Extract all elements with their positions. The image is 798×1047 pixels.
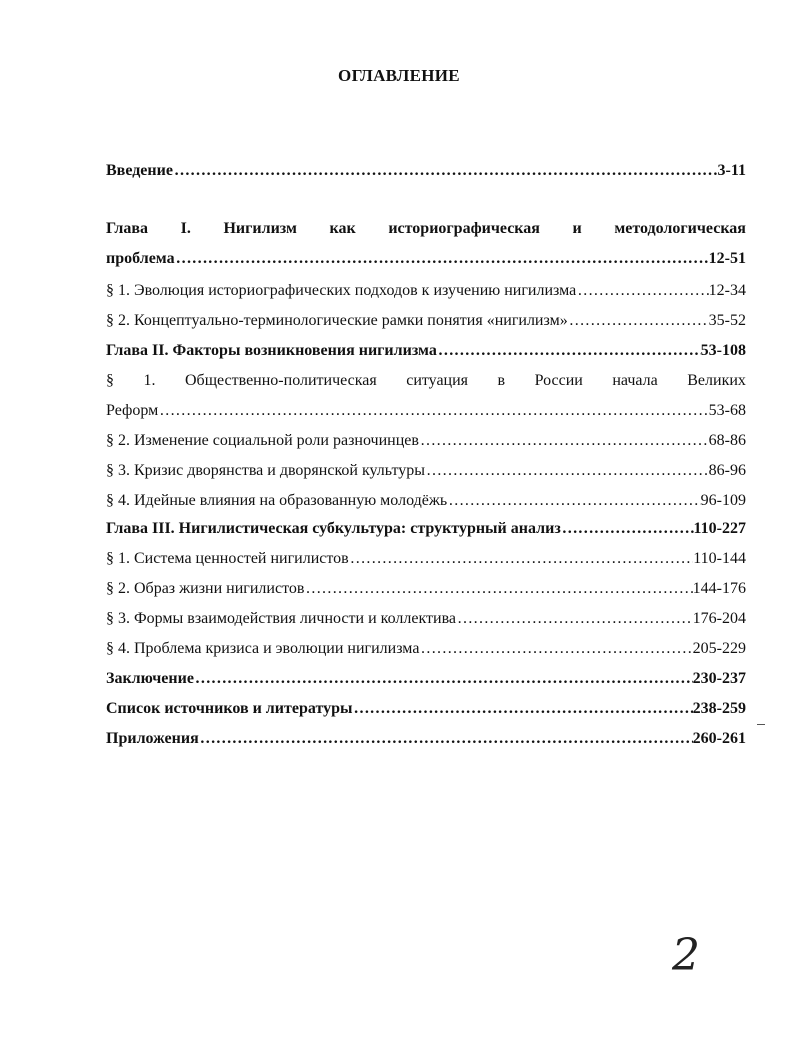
toc-label: § 1. Система ценностей нигилистов (106, 550, 349, 567)
leader-dots (568, 310, 709, 332)
toc-entry-chapter-3 (106, 518, 746, 540)
word: Нигилизм (223, 220, 297, 237)
word: 1. (143, 372, 156, 389)
toc-page: 3-11 (717, 162, 746, 179)
toc-entry-chapter-1 (106, 218, 746, 240)
leader-dots (456, 608, 693, 630)
leader-dots (561, 518, 694, 540)
toc-entry-section-2-1 (106, 370, 746, 392)
word: методологическая (614, 220, 746, 237)
toc-label: § 3. Кризис дворянства и дворянской культуры (106, 462, 426, 479)
toc-label: Глава II. Факторы возникновения нигилизма (106, 342, 437, 359)
page-title: ОГЛАВЛЕНИЕ (338, 66, 460, 85)
toc-label: Реформ (106, 402, 159, 419)
scan-mark (757, 724, 765, 725)
leader-dots (304, 578, 692, 600)
leader-dots (425, 460, 709, 482)
toc-entry-appendix (106, 728, 746, 750)
word: § (106, 372, 114, 389)
toc-entry-chapter-1-cont (106, 248, 746, 270)
handwritten-page-number: 2 (672, 930, 700, 981)
leader-dots (352, 698, 692, 720)
toc-label: Введение (106, 162, 173, 179)
word: и (572, 220, 582, 237)
toc-label: § 4. Проблема кризиса и эволюции нигилизма (106, 640, 420, 657)
toc-entry-section-3-4 (106, 638, 746, 660)
toc-entry-chapter-2 (106, 340, 746, 362)
toc-label: Приложения (106, 730, 199, 747)
word: историографическая (388, 220, 540, 237)
toc-page: 144-176 (692, 580, 746, 597)
toc-page: 205-229 (692, 640, 746, 657)
word: начала (612, 372, 658, 389)
leader-dots (199, 728, 693, 750)
leader-dots (158, 400, 708, 422)
leader-dots (175, 248, 709, 270)
toc-entry-conclusion (106, 668, 746, 690)
toc-label: § 2. Концептуально-терминологические рамки понятия «нигилизм» (106, 312, 568, 329)
word: в (497, 372, 506, 389)
toc-entry-section-2-4 (106, 490, 746, 512)
toc-label: проблема (106, 250, 175, 267)
toc-entry-sources (106, 698, 746, 720)
leader-dots (349, 548, 694, 570)
toc-page: 110-144 (693, 550, 746, 567)
toc-page: 12-51 (708, 250, 746, 267)
leader-dots (419, 638, 692, 660)
toc-label: § 2. Образ жизни нигилистов (106, 580, 305, 597)
toc-entry-section-2-2 (106, 430, 746, 452)
leader-dots (437, 340, 701, 362)
word: Глава (106, 220, 148, 237)
word: ситуация (406, 372, 469, 389)
toc-label: Список источников и литературы (106, 700, 353, 717)
toc-entry-section-1-1 (106, 280, 746, 302)
toc-page: 238-259 (692, 700, 746, 717)
toc-entry-section-1-2 (106, 310, 746, 332)
word: I. (180, 220, 191, 237)
toc-page: 53-108 (700, 342, 746, 359)
toc-page: 176-204 (692, 610, 746, 627)
toc-entry-intro (106, 160, 746, 182)
toc-label: Глава III. Нигилистическая субкультура: структурный анализ (106, 520, 561, 537)
leader-dots (173, 160, 718, 182)
toc-page: 110-227 (693, 520, 746, 537)
toc-page: 12-34 (708, 282, 746, 299)
toc-entry-section-2-3 (106, 460, 746, 482)
leader-dots (576, 280, 708, 302)
toc-page: 260-261 (692, 730, 746, 747)
leader-dots (447, 490, 700, 512)
toc-label: § 4. Идейные влияния на образованную молодёжь (106, 492, 448, 509)
toc-label: Заключение (106, 670, 194, 687)
toc-entry-section-3-2 (106, 578, 746, 600)
toc-page: 96-109 (700, 492, 746, 509)
word: Общественно-политическая (185, 372, 377, 389)
toc-label: § 2. Изменение социальной роли разночинцев (106, 432, 419, 449)
toc-page: 230-237 (692, 670, 746, 687)
toc-entry-section-3-1 (106, 548, 746, 570)
toc-page: 86-96 (708, 462, 746, 479)
word: как (329, 220, 356, 237)
toc-page: 35-52 (708, 312, 746, 329)
leader-dots (194, 668, 693, 690)
toc-label: § 3. Формы взаимодействия личности и коллектива (106, 610, 457, 627)
word: Великих (687, 372, 746, 389)
toc-entry-section-3-3 (106, 608, 746, 630)
toc-label: § 1. Эволюция историографических подходов к изучению нигилизма (106, 282, 577, 299)
toc-page: 68-86 (708, 432, 746, 449)
word: России (534, 372, 583, 389)
leader-dots (419, 430, 709, 452)
toc-page: 53-68 (708, 402, 746, 419)
toc-entry-section-2-1-cont (106, 400, 746, 422)
